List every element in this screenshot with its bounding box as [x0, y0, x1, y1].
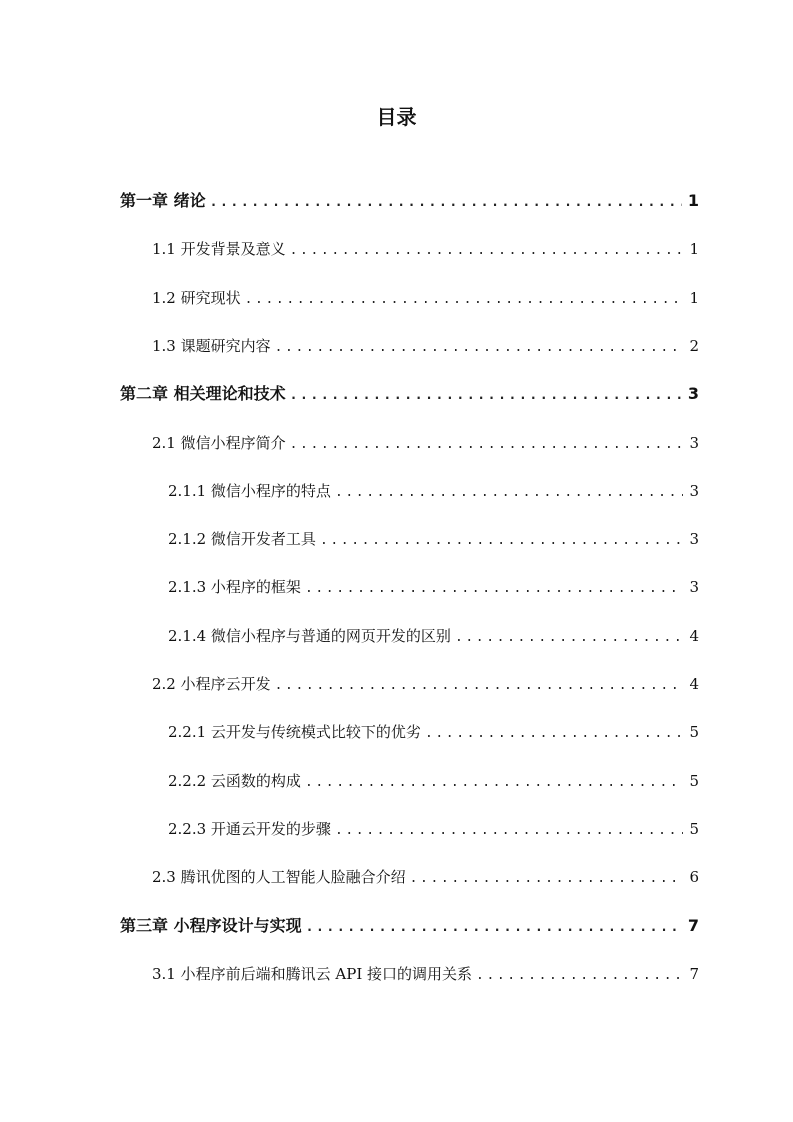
toc-page-number: 3 [687, 384, 699, 403]
toc-page-number: 5 [689, 772, 699, 790]
toc-dot-leader [335, 479, 684, 507]
toc-page-number: 7 [687, 916, 699, 935]
toc-entry-title: 2.1 微信小程序简介 [152, 434, 286, 452]
toc-section-entry[interactable] [152, 960, 699, 988]
toc-section-entry[interactable] [168, 622, 699, 650]
toc-entry-title: 2.2.3 开通云开发的步骤 [168, 820, 331, 838]
toc-entry-title: 2.1.4 微信小程序与普通的网页开发的区别 [168, 627, 451, 645]
toc-section-entry[interactable] [152, 863, 699, 891]
toc-page-number: 4 [689, 675, 699, 693]
toc-dot-leader [290, 382, 682, 410]
toc-dot-leader [410, 865, 684, 893]
toc-dot-leader [275, 334, 684, 362]
toc-chapter-entry[interactable] [120, 380, 699, 408]
toc-entry-title: 第二章 相关理论和技术 [120, 384, 286, 403]
toc-dot-leader [275, 672, 684, 700]
toc-page-number: 4 [689, 627, 699, 645]
toc-dot-leader [455, 624, 684, 652]
toc-section-entry[interactable] [152, 332, 699, 360]
toc-entry-title: 1.3 课题研究内容 [152, 337, 271, 355]
toc-section-entry[interactable] [152, 235, 699, 263]
toc-dot-leader [290, 431, 684, 459]
toc-dot-leader [210, 189, 682, 217]
toc-entry-title: 第三章 小程序设计与实现 [120, 916, 302, 935]
toc-dot-leader [425, 720, 684, 748]
toc-entry-title: 3.1 小程序前后端和腾讯云 API 接口的调用关系 [152, 965, 473, 983]
toc-dot-leader [476, 962, 683, 990]
toc-chapter-entry[interactable] [120, 912, 699, 940]
toc-entry-title: 1.2 研究现状 [152, 289, 241, 307]
page-title: 目录 [376, 105, 417, 129]
toc-page-number: 1 [687, 191, 699, 210]
toc-chapter-entry[interactable] [120, 187, 699, 215]
toc-dot-leader [245, 286, 684, 314]
toc-entry-title: 2.1.3 小程序的框架 [168, 578, 301, 596]
toc-page-number: 5 [689, 723, 699, 741]
toc-page-number: 6 [689, 868, 699, 886]
toc-page-number: 2 [689, 337, 699, 355]
toc-dot-leader [335, 817, 684, 845]
toc-entry-title: 2.2.1 云开发与传统模式比较下的优劣 [168, 723, 421, 741]
toc-section-entry[interactable] [168, 767, 699, 795]
toc-dot-leader [290, 237, 684, 265]
toc-entry-title: 第一章 绪论 [120, 191, 206, 210]
toc-section-entry[interactable] [168, 525, 699, 553]
toc-entry-title: 1.1 开发背景及意义 [152, 240, 286, 258]
toc-page-number: 7 [689, 965, 699, 983]
toc-section-entry[interactable] [152, 429, 699, 457]
toc-page-number: 5 [689, 820, 699, 838]
toc-section-entry[interactable] [168, 718, 699, 746]
toc-page-number: 3 [689, 530, 699, 548]
toc-section-entry[interactable] [168, 815, 699, 843]
toc-dot-leader [306, 914, 682, 942]
toc-page-number: 3 [689, 578, 699, 596]
toc-page-number: 1 [689, 240, 699, 258]
toc-entry-title: 2.3 腾讯优图的人工智能人脸融合介绍 [152, 868, 406, 886]
toc-page-number: 1 [689, 289, 699, 307]
toc-section-entry[interactable] [152, 670, 699, 698]
toc-section-entry[interactable] [168, 573, 699, 601]
toc-entry-title: 2.1.1 微信小程序的特点 [168, 482, 331, 500]
toc-dot-leader [305, 575, 684, 603]
toc-entry-title: 2.2 小程序云开发 [152, 675, 271, 693]
toc-section-entry[interactable] [152, 284, 699, 312]
toc-dot-leader [320, 527, 684, 555]
toc-page-number: 3 [689, 434, 699, 452]
toc-entry-title: 2.2.2 云函数的构成 [168, 772, 301, 790]
toc-entry-title: 2.1.2 微信开发者工具 [168, 530, 316, 548]
toc-section-entry[interactable] [168, 477, 699, 505]
toc-dot-leader [305, 769, 684, 797]
toc-page-number: 3 [689, 482, 699, 500]
